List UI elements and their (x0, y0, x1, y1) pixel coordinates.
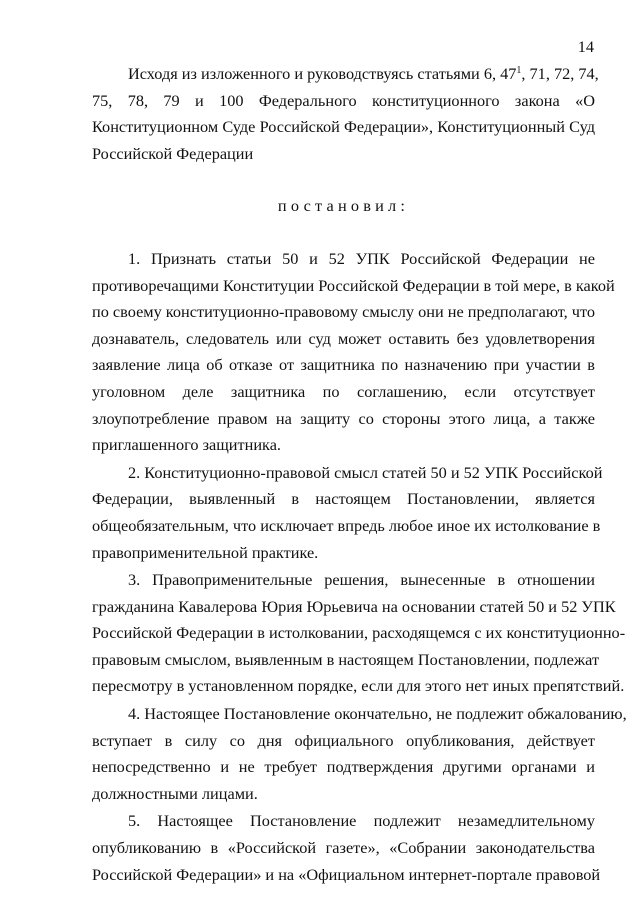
paragraph-line: правовым смыслом, выявленным в настоящем Постановлении, подлежат (92, 649, 600, 669)
paragraph-line: 4. Настоящее Постановление окончательно, не подлежит обжалованию, (128, 704, 627, 724)
intro-line: 75, 78, 79 и 100 Федерального конституционного закона «О (92, 90, 595, 110)
paragraph-line: гражданина Кавалерова Юрия Юрьевича на основании статей 50 и 52 УПК (92, 596, 616, 616)
paragraph-line: злоупотребление правом на защиту со стороны этого лица, а также (92, 408, 595, 428)
intro-line: Конституционном Суде Российской Федерации», Конституционный Суд (92, 117, 595, 137)
intro-line: Российской Федерации (92, 143, 254, 163)
resolution-items (92, 246, 627, 888)
paragraph-line: уголовном деле защитника по соглашению, если отсутствует (92, 381, 595, 401)
paragraph-line: 1. Признать статьи 50 и 52 УПК Российской Федерации не (128, 248, 595, 268)
paragraph-line: пересмотру в установленном порядке, если для этого нет иных препятствий. (92, 676, 625, 696)
paragraph-line: дознаватель, следователь или суд может оставить без удовлетворения (92, 328, 595, 348)
paragraph-line: общеобязательным, что исключает впредь любое иное их истолкование в (92, 515, 601, 535)
paragraph-line: опубликованию в «Российской газете», «Собрании законодательства (92, 838, 595, 858)
paragraph-line: приглашенного защитника. (92, 435, 281, 455)
resolution-paragraph (92, 246, 615, 459)
document-body (92, 61, 627, 888)
resolution-heading: постановил: (277, 196, 410, 216)
paragraph-line: должностными лицами. (92, 783, 258, 803)
paragraph-line: вступает в силу со дня официального опубликования, действует (92, 730, 595, 750)
paragraph-line: Российской Федерации» и на «Официальном интернет-портале правовой (92, 864, 601, 884)
page-number: 14 (577, 37, 594, 56)
paragraph-line: 5. Настоящее Постановление подлежит незамедлительному (128, 811, 595, 831)
resolution-paragraph (92, 567, 626, 700)
paragraph-line: 3. Правоприменительные решения, вынесенные в отношении (128, 570, 595, 590)
paragraph-line: непосредственно и не требует подтверждения другими органами и (92, 757, 595, 777)
paragraph-line: Федерации, выявленный в настоящем Постановлении, является (92, 489, 595, 509)
intro-line: Исходя из изложенного и руководствуясь статьями 6, 47$^1$, 71, 72, 74, (128, 64, 599, 83)
paragraph-line: противоречащими Конституции Российской Федерации в той мере, в какой (92, 275, 615, 295)
footnote-superscript: 1 (516, 65, 522, 76)
resolution-paragraph (92, 460, 603, 566)
paragraph-line: Российской Федерации в истолковании, расходящемся с их конституционно- (92, 623, 626, 643)
resolution-paragraph (92, 701, 627, 807)
intro-paragraph (92, 61, 599, 167)
paragraph-line: правоприменительной практике. (92, 542, 319, 562)
paragraph-line: заявление лица об отказе от защитника по назначению при участии в (92, 355, 595, 375)
paragraph-line: по своему конституционно-правовому смыслу они не предполагают, что (92, 302, 596, 322)
paragraph-line: 2. Конституционно-правовой смысл статей 50 и 52 УПК Российской (128, 462, 603, 482)
resolution-paragraph (92, 808, 601, 888)
